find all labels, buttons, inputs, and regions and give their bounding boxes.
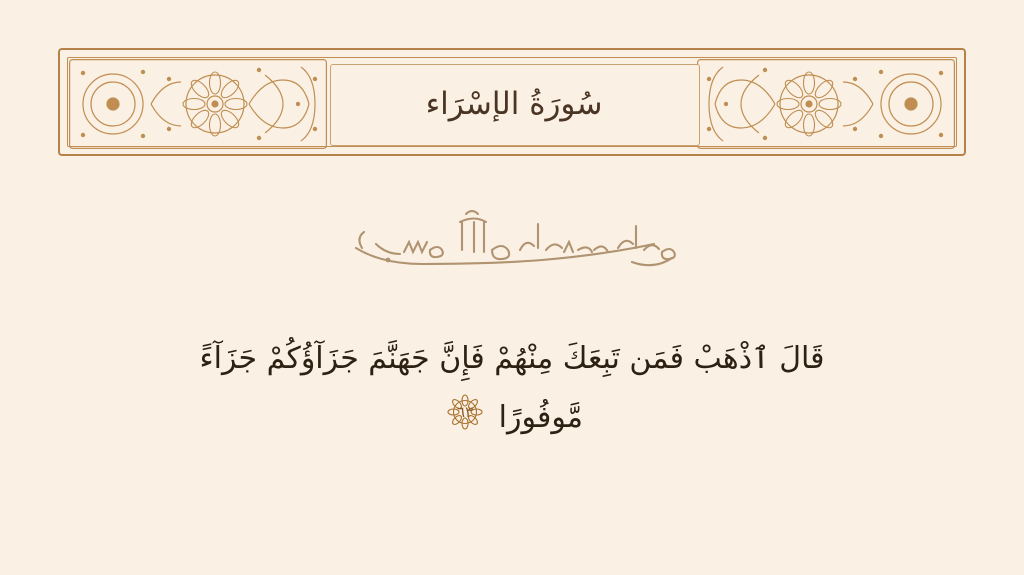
ayah-line-2-text: مَّوفُورًا	[498, 399, 583, 435]
surah-header-frame	[58, 48, 966, 156]
basmala	[0, 200, 1024, 284]
surah-title: سُورَةُ الإسْرَاء	[425, 86, 603, 122]
basmala-calligraphy-icon	[332, 200, 692, 280]
ayah-line-1: قَالَ ٱذْهَبْ فَمَن تَبِعَكَ مِنْهُمْ فَإِنَّ جَهَنَّمَ جَزَآؤُكُمْ جَزَآءً	[199, 341, 825, 376]
ayah-number-value: ٦٣	[457, 403, 474, 421]
ornamental-border-right-icon	[697, 59, 955, 149]
ornamental-border-left-icon	[69, 59, 327, 149]
ayah-number-marker	[447, 394, 483, 430]
ayah-line-2	[62, 389, 962, 448]
ayah-text-block	[62, 330, 962, 447]
